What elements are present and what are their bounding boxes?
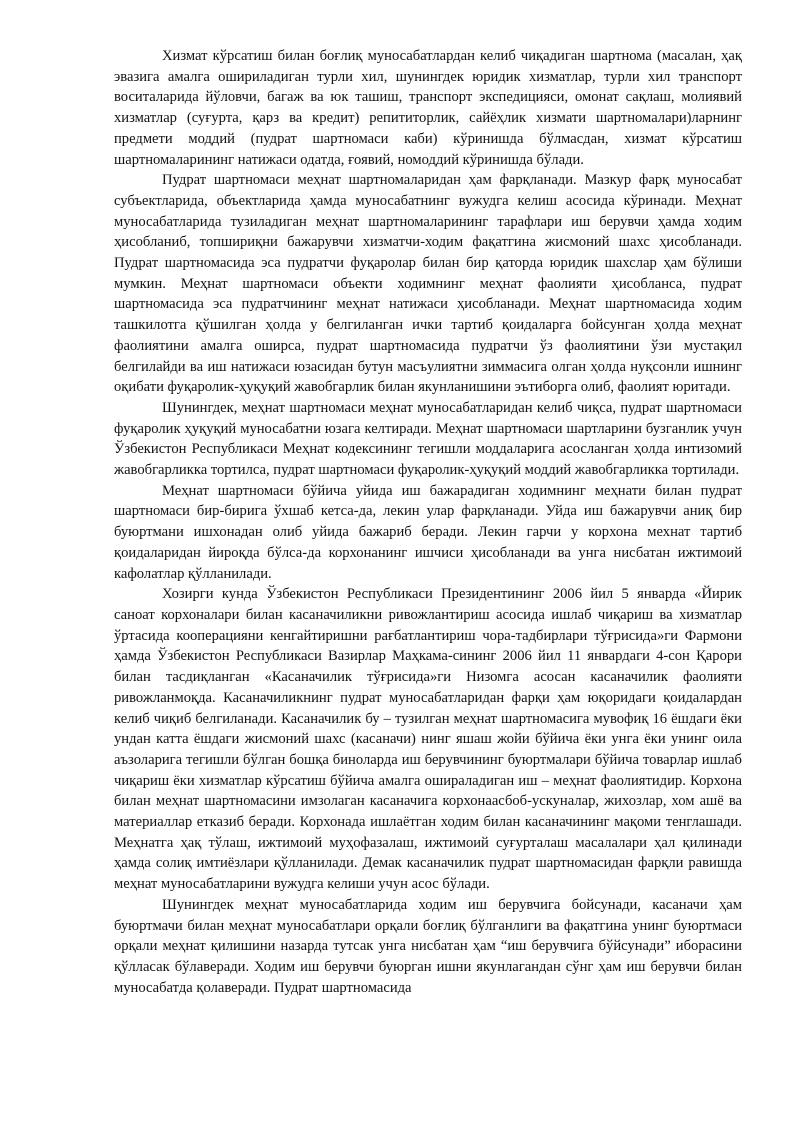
document-page	[114, 46, 742, 998]
paragraph-5: Хозирги кунда Ўзбекистон Республикаси Президентининг 2006 йил 5 январда «Йирик саноат корхоналари билан касаначиликни ривожлантириш асосида ишлаб чиқариш ва хизматлар ўртасида кооперацияни кенгайтиришни рағбатлантириш чора-тадбирлари тўғрисида»ги Фармони ҳамда Ўзбекистон Республикаси Вазирлар Маҳкама-сининг 2006 йил 11 январдаги 4-сон Қарори билан тасдиқланган «Касаначилик тўғрисида»ги Низомга асосан касаначилик фаолияти ривожланмоқда. Касаначиликнинг пудрат муносабатларидан фарқи ҳам юқоридаги қоидалардан келиб чиқиб белгиланади. Касаначилик бу – тузилган меҳнат шартномасига мувофиқ 16 ёшдаги ёки ундан катта ёшдаги жисмоний шахс (касаначи) нинг яшаш жойи бўйича ёки унга ёки унинг оила аъзоларига тегишли бўлган бошқа биноларда иш берувчининг буюртмалари бўйича товарлар ишлаб чиқариш ёки хизматлар кўрсатиш бўйича амалга ошираладиган иш – меҳнат фаолиятидир. Корхона билан меҳнат шартномасини имзолаган касаначига корхонаасбоб-ускуналар, жихозлар, хом ашё ва материаллар етказиб беради. Корхонада ишлаётган ходим билан касаначининг мақоми тенглашади. Меҳнатга ҳақ тўлаш, ижтимоий муҳофазалаш, ижтимоий суғурталаш масалалари ҳал қилинади ҳамда солиқ имтиёзлари қўлланилади. Демак касаначилик пудрат шартномасидан фарқли равишда меҳнат муносабатларини вужудга келиши учун асос бўлади.	[114, 586, 742, 893]
paragraph-6: Шунингдек меҳнат муносабатларида ходим иш берувчига бойсунади, касаначи ҳам буюртмачи билан меҳнат муносабатлари орқали боғлиқ бўлганлиги ва фақатгина унинг буюртмаси орқали меҳнат қилишини назарда тутсак унга нисбатан ҳам “иш берувчига бўйсунади” иборасини қўлласак бўлаверади. Ходим иш берувчи буюрган ишни якунлагандан сўнг ҳам иш берувчи билан муносабатда қолаверади. Пудрат шартномасида	[114, 896, 742, 996]
paragraph-3: Шунингдек, меҳнат шартномаси меҳнат муносабатларидан келиб чиқса, пудрат шартномаси фуқаролик ҳуқуқий муносабатни юзага келтиради. Меҳнат шартномаси шартларини бузганлик учун Ўзбекистон Республикаси Меҳнат кодексининг тегишли моддаларига асосланган ҳолда интизомий жавобгарликка тортилса, пудрат шартномаси фуқаролик-ҳуқуқий моддий жавобгарликка тортилади.	[114, 399, 742, 479]
paragraph-1: Хизмат кўрсатиш билан боғлиқ муносабатлардан келиб чиқадиган шартнома (масалан, ҳақ эвазига амалга ошириладиган турли хил, шунингдек юридик хизматлар, турли хил транспорт воситаларида йўловчи, багаж ва юк ташиш, транспорт экспедицияси, омонат сақлаш, молиявий хизматлар (суғурта, қарз ва кредит) репититорлик, сайёҳлик хизмати шартномалари)ларнинг предмети моддий (пудрат шартномаси каби) кўринишда бўлмасдан, хизмат кўрсатиш шартномаларининг натижаси одатда, ғоявий, номоддий кўринишда бўлади.	[114, 48, 742, 168]
paragraph-2: Пудрат шартномаси меҳнат шартномаларидан ҳам фарқланади. Мазкур фарқ муносабат субъектларида, объектларида ҳамда муносабатнинг вужудга келиш асосида кўринади. Меҳнат муносабатларида тузиладиган меҳнат шартномаларининг тарафлари иш берувчи ҳамда ходим ҳисобланиб, топшириқни бажарувчи хизматчи-ходим фақатгина жисмоний шахс ҳисобланади. Пудрат шартномасида эса пудратчи фуқаролар билан бир қаторда юридик шахслар ҳам бўлиши мумкин. Меҳнат шартномаси объекти ходимнинг меҳнат фаолияти ҳисобланса, пудрат шартномасида эса пудратчининг меҳнат натижаси ҳисобланади. Меҳнат шартномасида ходим ташкилотга қўшилган ҳолда у белгиланган ички тартиб қоидаларга бойсунган ҳолда меҳнат фаолиятини амалга оширса, пудрат шартномасида пудратчи ўз фаолиятини ўзи мустақил белгилайди ва иш натижаси юзасидан бутун масъулиятни зиммасига олган ҳолда нуқсонли ишнинг оқибати фуқаролик-ҳуқуқий жавобгарлик билан якунланишини эътиборга олиб, фаолият юритади.	[114, 172, 742, 396]
paragraph-4: Меҳнат шартномаси бўйича уйида иш бажарадиган ходимнинг меҳнати билан пудрат шартномаси бир-бирига ўхшаб кетса-да, лекин улар фарқланади. Уйда иш бажарувчи аниқ бир буюртмани ишхонадан олиб уйида бажариб беради. Лекин гарчи у корхона мехнат тартиб қоидаларидан йироқда бўлса-да корхонанинг ишчиси ҳисобланади ва унга нисбатан ижтимоий кафолатлар қўлланилади.	[114, 482, 742, 582]
